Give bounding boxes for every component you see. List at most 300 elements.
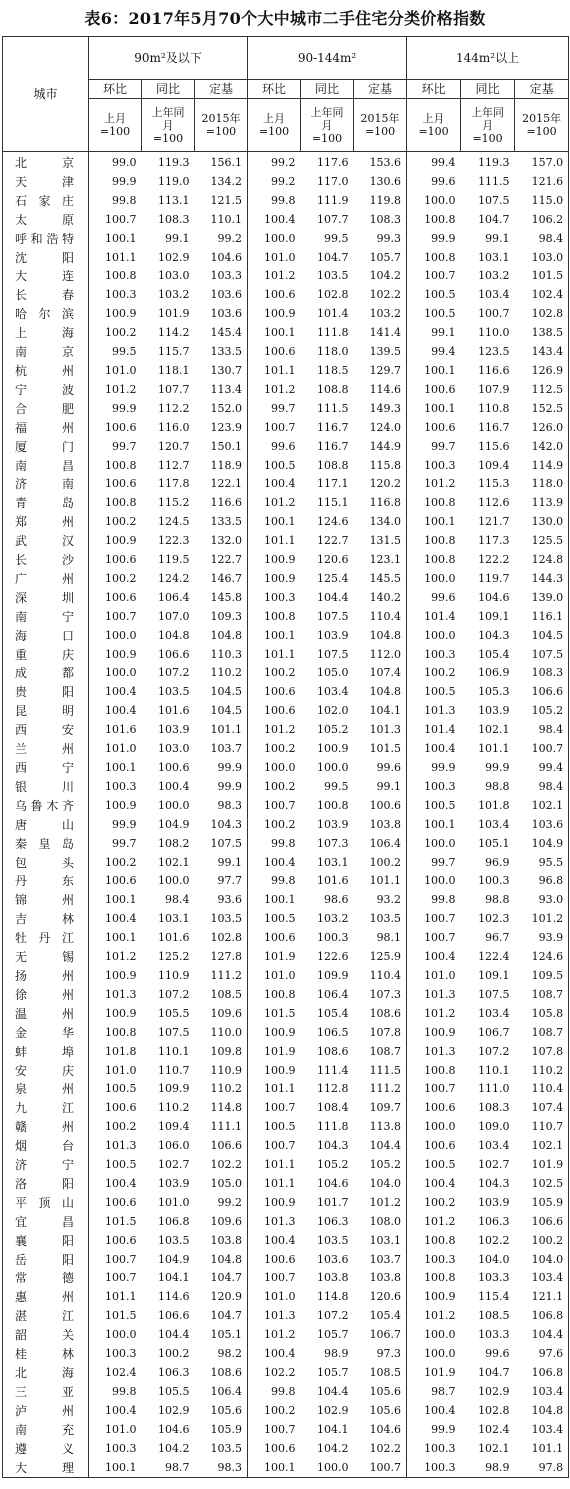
index-value: 122.3	[158, 534, 190, 548]
index-value: 106.3	[317, 1214, 349, 1228]
table-row	[3, 948, 569, 967]
index-value: 100.5	[248, 457, 301, 476]
index-value: 108.3	[369, 212, 402, 226]
index-value: 100.4	[158, 779, 190, 793]
index-value: 122.1	[210, 477, 243, 491]
index-value: 108.5	[369, 1366, 402, 1379]
index-value: 106.4	[369, 836, 402, 850]
index-value: 120.9	[210, 1290, 243, 1304]
city-name: 蚌埠	[3, 1043, 89, 1062]
city-name: 长春	[3, 286, 89, 305]
city-name: 金华	[3, 1024, 89, 1043]
index-value: 104.6	[317, 1176, 349, 1190]
index-value: 102.2	[478, 1233, 510, 1247]
index-value: 105.6	[369, 1384, 402, 1398]
index-value: 116.6	[478, 363, 510, 377]
city-name: 合肥	[3, 400, 89, 419]
index-value: 102.2	[369, 1441, 402, 1455]
index-value: 107.2	[478, 1044, 510, 1058]
index-value: 100.0	[248, 230, 301, 249]
index-value: 100.8	[407, 551, 461, 570]
index-value: 102.4	[105, 1366, 137, 1379]
table-row	[3, 872, 569, 891]
index-value: 149.3	[369, 401, 402, 415]
index-value: 101.2	[248, 381, 301, 400]
index-value: 100.6	[407, 419, 461, 438]
city-name: 吉林	[3, 910, 89, 929]
table-row	[3, 854, 569, 873]
index-value: 104.7	[210, 1271, 243, 1285]
city-name: 深圳	[3, 589, 89, 608]
index-value: 100.3	[478, 874, 510, 888]
index-value: 145.5	[369, 571, 402, 585]
index-value: 104.3	[210, 817, 243, 831]
index-value: 102.7	[158, 1158, 190, 1172]
index-value: 109.6	[210, 1006, 243, 1020]
index-value: 111.5	[369, 1063, 402, 1077]
table-row	[3, 1156, 569, 1175]
index-value: 106.6	[158, 647, 190, 661]
index-value: 100.0	[407, 1345, 461, 1364]
index-value: 100.1	[407, 513, 461, 532]
index-value: 105.0	[317, 666, 349, 680]
index-value: 107.3	[317, 836, 349, 850]
index-value: 102.8	[478, 1403, 510, 1417]
index-value: 101.2	[515, 910, 569, 929]
index-value: 100.5	[407, 797, 461, 816]
index-value: 124.6	[515, 948, 569, 967]
table-row	[3, 797, 569, 816]
index-value: 102.8	[210, 931, 243, 945]
index-value: 102.4	[478, 1422, 510, 1436]
city-name: 西宁	[3, 759, 89, 778]
index-value: 101.0	[248, 1288, 301, 1307]
index-value: 99.9	[485, 761, 510, 774]
index-value: 100.4	[407, 948, 461, 967]
index-value: 115.2	[158, 496, 190, 510]
index-value: 103.5	[158, 1233, 190, 1247]
city-name: 长沙	[3, 551, 89, 570]
index-value: 102.2	[369, 288, 402, 302]
index-value: 100.6	[248, 929, 301, 948]
index-value: 100.5	[248, 1118, 301, 1137]
index-value: 100.3	[407, 646, 461, 665]
index-value: 98.2	[217, 1347, 243, 1361]
index-value: 100.7	[248, 1137, 301, 1156]
index-value: 101.0	[248, 967, 301, 986]
index-value: 101.2	[407, 475, 461, 494]
index-value: 104.0	[478, 1252, 510, 1266]
index-value: 102.1	[478, 723, 510, 737]
index-value: 103.4	[317, 685, 349, 699]
index-value: 102.0	[317, 704, 349, 718]
index-value: 110.1	[478, 1063, 510, 1077]
index-value: 102.9	[158, 250, 190, 264]
index-value: 101.6	[158, 704, 190, 718]
table-row	[3, 457, 569, 476]
city-name: 无锡	[3, 948, 89, 967]
index-value: 103.1	[369, 1233, 402, 1247]
index-value: 100.6	[105, 590, 137, 604]
city-name: 济南	[3, 475, 89, 494]
index-value: 103.2	[158, 288, 190, 302]
index-value: 99.8	[407, 891, 461, 910]
index-value: 95.5	[515, 854, 569, 873]
index-value: 100.1	[248, 891, 301, 910]
city-name: 海口	[3, 627, 89, 646]
index-value: 100.8	[407, 1232, 461, 1251]
index-value: 119.8	[369, 193, 402, 207]
index-value: 101.9	[248, 1043, 301, 1062]
index-value: 100.4	[407, 1175, 461, 1194]
table-row	[3, 1232, 569, 1251]
index-value: 109.9	[317, 968, 349, 982]
index-value: 107.5	[317, 609, 349, 623]
index-value: 110.4	[515, 1080, 569, 1099]
index-value: 106.6	[210, 1139, 243, 1153]
index-value: 144.9	[369, 439, 402, 453]
table-row	[3, 608, 569, 627]
index-value: 100.2	[248, 740, 301, 759]
index-value: 104.3	[317, 1139, 349, 1153]
index-value: 105.5	[158, 1384, 190, 1398]
index-value: 99.2	[248, 152, 301, 173]
index-value: 111.2	[369, 1082, 402, 1096]
index-value: 115.1	[317, 496, 349, 510]
index-value: 145.4	[210, 326, 243, 340]
index-value: 103.3	[210, 269, 243, 283]
index-value: 142.0	[515, 438, 569, 457]
table-header	[3, 37, 569, 152]
index-value: 108.8	[317, 382, 349, 396]
index-value: 104.9	[158, 817, 190, 831]
index-value: 106.3	[478, 1214, 510, 1228]
index-value: 125.9	[369, 950, 402, 964]
index-value: 109.0	[478, 1120, 510, 1134]
index-value: 103.2	[478, 269, 510, 283]
index-value: 103.8	[369, 1271, 402, 1285]
subheader-cell: 同比	[461, 80, 515, 99]
table-row	[3, 249, 569, 268]
index-value: 100.9	[105, 534, 137, 548]
index-value: 102.2	[210, 1158, 243, 1172]
base-header-cell: 上月 =100	[248, 99, 301, 152]
index-value: 106.8	[515, 1307, 569, 1326]
index-value: 105.7	[317, 1366, 349, 1379]
index-value: 104.6	[210, 250, 243, 264]
table-row	[3, 967, 569, 986]
index-value: 103.9	[317, 817, 349, 831]
index-value: 100.9	[248, 570, 301, 589]
index-value: 105.3	[478, 685, 510, 699]
index-value: 104.8	[369, 628, 402, 642]
index-value: 100.3	[407, 778, 461, 797]
index-value: 106.5	[317, 1025, 349, 1039]
index-value: 112.5	[515, 381, 569, 400]
table-row	[3, 1421, 569, 1440]
index-value: 102.3	[478, 912, 510, 926]
index-value: 109.1	[478, 968, 510, 982]
index-value: 131.5	[369, 534, 402, 548]
index-value: 121.7	[478, 515, 510, 529]
group-header: 144m²以上	[407, 37, 569, 80]
city-name: 韶关	[3, 1326, 89, 1345]
index-value: 108.8	[317, 458, 349, 472]
city-name: 北海	[3, 1364, 89, 1383]
index-value: 139.0	[515, 589, 569, 608]
index-value: 101.1	[369, 874, 402, 888]
index-value: 103.5	[158, 685, 190, 699]
index-value: 99.9	[407, 1421, 461, 1440]
index-value: 99.1	[485, 231, 510, 245]
index-value: 113.1	[158, 193, 190, 207]
index-value: 99.7	[112, 439, 137, 453]
index-value: 100.3	[407, 457, 461, 476]
subheader-cell: 环比	[407, 80, 461, 99]
index-value: 97.7	[217, 874, 243, 888]
index-value: 117.8	[158, 477, 190, 491]
index-value: 101.5	[515, 267, 569, 286]
city-name: 重庆	[3, 646, 89, 665]
index-value: 103.6	[210, 288, 243, 302]
index-value: 118.0	[317, 345, 349, 359]
city-name: 大理	[3, 1459, 89, 1478]
index-value: 100.7	[407, 910, 461, 929]
index-value: 129.7	[369, 363, 402, 377]
index-value: 115.3	[478, 477, 510, 491]
index-value: 100.6	[248, 1440, 301, 1459]
index-value: 106.4	[210, 1384, 243, 1398]
index-value: 107.5	[158, 1025, 190, 1039]
index-value: 101.2	[248, 721, 301, 740]
base-header-cell: 上年同 月 =100	[142, 99, 195, 152]
index-value: 104.7	[478, 212, 510, 226]
index-value: 101.1	[515, 1440, 569, 1459]
index-value: 101.3	[248, 1307, 301, 1326]
index-value: 124.5	[158, 515, 190, 529]
index-value: 100.0	[407, 1118, 461, 1137]
table-row	[3, 173, 569, 192]
index-value: 99.8	[248, 872, 301, 891]
index-value: 100.9	[407, 1288, 461, 1307]
index-value: 114.8	[210, 1101, 243, 1115]
index-value: 121.1	[515, 1288, 569, 1307]
city-name: 惠州	[3, 1288, 89, 1307]
index-value: 111.8	[317, 1120, 349, 1134]
city-name: 襄阳	[3, 1232, 89, 1251]
index-value: 99.1	[407, 324, 461, 343]
index-value: 105.9	[515, 1194, 569, 1213]
index-value: 134.0	[369, 515, 402, 529]
index-value: 133.5	[210, 345, 243, 359]
index-value: 108.3	[158, 212, 190, 226]
index-value: 105.5	[158, 1006, 190, 1020]
index-value: 101.2	[248, 267, 301, 286]
index-value: 105.8	[515, 1005, 569, 1024]
index-value: 100.8	[407, 1062, 461, 1081]
city-name: 昆明	[3, 702, 89, 721]
index-value: 116.6	[210, 496, 243, 510]
index-value: 100.3	[105, 1441, 137, 1455]
index-value: 110.4	[369, 609, 402, 623]
index-value: 122.2	[478, 553, 510, 567]
group-header: 90m²及以下	[89, 37, 248, 80]
index-value: 101.3	[248, 1213, 301, 1232]
index-value: 103.4	[478, 1006, 510, 1020]
index-value: 100.4	[248, 1232, 301, 1251]
index-value: 100.6	[105, 1233, 137, 1247]
index-value: 101.5	[105, 1214, 137, 1228]
index-value: 104.4	[369, 1139, 402, 1153]
index-value: 101.3	[105, 987, 137, 1001]
index-value: 112.7	[158, 458, 190, 472]
index-value: 105.7	[317, 1328, 349, 1342]
table-row	[3, 778, 569, 797]
table-row	[3, 759, 569, 778]
index-value: 115.0	[515, 192, 569, 211]
index-value: 103.0	[158, 269, 190, 283]
index-value: 99.4	[407, 152, 461, 173]
table-row	[3, 286, 569, 305]
index-value: 100.4	[105, 685, 137, 699]
index-value: 104.8	[210, 1252, 243, 1266]
table-row	[3, 532, 569, 551]
index-value: 104.5	[210, 704, 243, 718]
table-row	[3, 570, 569, 589]
index-value: 116.7	[317, 439, 349, 453]
index-value: 99.5	[324, 779, 349, 793]
index-value: 107.5	[478, 193, 510, 207]
index-value: 104.8	[210, 628, 243, 642]
index-value: 97.6	[515, 1345, 569, 1364]
index-value: 105.0	[210, 1176, 243, 1190]
index-value: 106.8	[515, 1364, 569, 1383]
index-value: 100.8	[248, 608, 301, 627]
index-value: 100.9	[105, 798, 137, 812]
index-value: 100.4	[407, 1402, 461, 1421]
index-value: 101.4	[317, 307, 349, 321]
index-value: 100.7	[515, 740, 569, 759]
index-value: 106.6	[158, 1309, 190, 1323]
table-row	[3, 740, 569, 759]
index-value: 100.0	[105, 628, 137, 642]
city-name: 北京	[3, 152, 89, 173]
city-name: 宁波	[3, 381, 89, 400]
table-row	[3, 362, 569, 381]
table-row	[3, 683, 569, 702]
index-value: 108.0	[369, 1214, 402, 1228]
index-value: 101.9	[248, 948, 301, 967]
index-value: 108.4	[317, 1101, 349, 1115]
city-name: 杭州	[3, 362, 89, 381]
index-value: 99.6	[376, 761, 402, 774]
index-value: 100.3	[407, 1440, 461, 1459]
index-value: 104.8	[515, 1402, 569, 1421]
index-value: 120.6	[317, 553, 349, 567]
index-value: 100.6	[248, 286, 301, 305]
index-value: 100.2	[105, 1120, 137, 1134]
subheader-cell: 同比	[142, 80, 195, 99]
index-value: 104.8	[369, 685, 402, 699]
index-value: 130.6	[369, 174, 402, 188]
index-value: 104.6	[158, 1422, 190, 1436]
index-value: 103.7	[210, 742, 243, 756]
index-value: 105.4	[317, 1006, 349, 1020]
index-value: 106.9	[478, 666, 510, 680]
index-value: 99.9	[217, 761, 243, 774]
table-row	[3, 1364, 569, 1383]
table-row	[3, 1269, 569, 1288]
index-value: 100.0	[407, 627, 461, 646]
city-name: 烟台	[3, 1137, 89, 1156]
index-value: 96.8	[515, 872, 569, 891]
table-row	[3, 438, 569, 457]
index-value: 99.9	[112, 174, 137, 188]
index-value: 140.2	[369, 590, 402, 604]
index-value: 127.8	[210, 950, 243, 964]
table-row	[3, 400, 569, 419]
index-value: 107.7	[158, 382, 190, 396]
index-value: 100.5	[105, 1082, 137, 1096]
index-value: 109.4	[478, 458, 510, 472]
index-value: 112.2	[158, 401, 190, 415]
index-value: 100.1	[105, 931, 137, 945]
index-value: 103.9	[317, 628, 349, 642]
index-value: 100.6	[105, 1101, 137, 1115]
index-value: 103.4	[515, 1421, 569, 1440]
index-value: 103.3	[478, 1271, 510, 1285]
index-value: 126.0	[515, 419, 569, 438]
index-value: 100.7	[248, 1421, 301, 1440]
index-value: 100.9	[105, 647, 137, 661]
index-value: 124.0	[369, 420, 402, 434]
index-value: 111.2	[210, 968, 243, 982]
index-value: 110.8	[478, 401, 510, 415]
index-value: 99.9	[112, 401, 137, 415]
subheader-cell: 定基	[354, 80, 407, 99]
index-value: 100.7	[248, 797, 301, 816]
index-value: 98.9	[461, 1459, 515, 1478]
index-value: 110.0	[478, 326, 510, 340]
city-name: 丹东	[3, 872, 89, 891]
index-value: 99.2	[248, 173, 301, 192]
index-value: 157.0	[515, 152, 569, 173]
index-value: 114.8	[317, 1290, 349, 1304]
city-name: 平顶山	[3, 1194, 89, 1213]
index-value: 100.8	[105, 269, 137, 283]
index-value: 100.5	[407, 286, 461, 305]
index-value: 110.2	[210, 1082, 243, 1096]
index-value: 100.2	[407, 1194, 461, 1213]
index-value: 100.7	[248, 1269, 301, 1288]
index-value: 101.2	[407, 1005, 461, 1024]
page-title: 表6：2017年5月70个大中城市二手住宅分类价格指数	[84, 9, 486, 28]
index-value: 101.5	[105, 1309, 137, 1323]
index-value: 101.4	[407, 608, 461, 627]
index-value: 100.0	[301, 1459, 354, 1478]
table-row	[3, 1345, 569, 1364]
city-name: 兰州	[3, 740, 89, 759]
index-value: 110.9	[158, 968, 190, 982]
city-name: 宜昌	[3, 1213, 89, 1232]
index-value: 100.0	[248, 759, 301, 778]
city-name: 温州	[3, 1005, 89, 1024]
index-value: 100.7	[105, 1271, 137, 1285]
index-value: 99.9	[407, 759, 461, 778]
index-value: 106.4	[317, 987, 349, 1001]
index-value: 100.0	[158, 874, 190, 888]
index-value: 101.2	[105, 950, 137, 964]
